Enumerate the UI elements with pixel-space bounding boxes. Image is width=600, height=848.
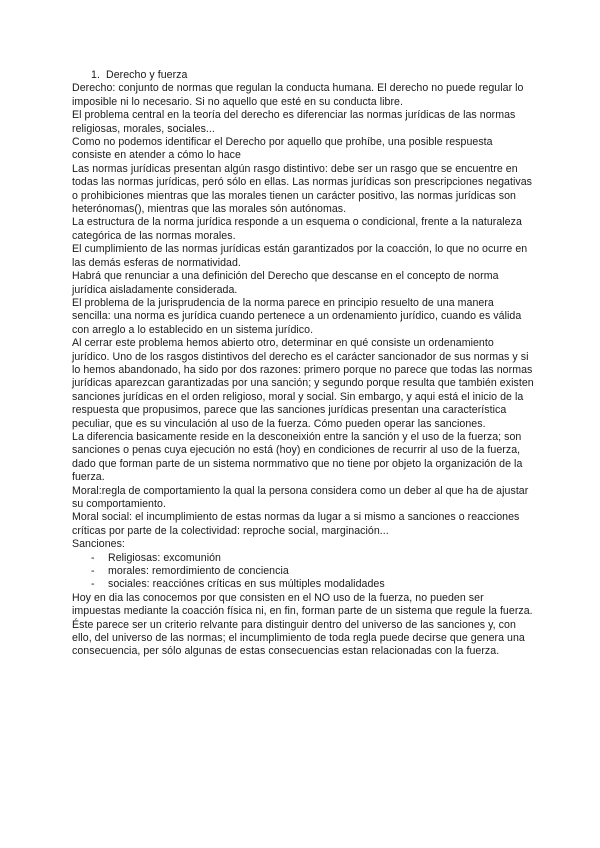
paragraph: El cumplimiento de las normas jurídicas están garantizados por la coacción, lo que no ocurre en las demás esferas de normatividad. [72,243,528,269]
document-page [72,69,534,659]
list-item-text: Religiosas: excomunión [108,551,221,564]
list-item [91,578,534,591]
paragraph: Habrá que renunciar a una definición del Derecho que descanse en el concepto de norma jurídica aisladamente considerada. [72,270,499,296]
closing-paragraph: Hoy en dia las conocemos por que consisten en el NO uso de la fuerza, no pueden ser impuestas mediante la coacción física ni, en fin, forman parte de un sistema que regule la fuerza. Éste parece ser un criterio relvante para distinguir dentro del universo de las sanciones y, con ello, del universo de las normas; el incumplimiento de toda regla puede decirse que genera una consecuencia, per sólo algunas de estas consecuencias estan relacionadas con la fuerza. [72,591,533,658]
paragraph: La estructura de la norma jurídica responde a un esquema o condicional, frente a la naturaleza categórica de las normas morales. [72,216,522,242]
paragraph: El problema central en la teoría del derecho es diferenciar las normas jurídicas de las normas religiosas, morales, sociales... [72,109,516,135]
sanciones-list [72,552,534,592]
paragraph: Las normas jurídicas presentan algún rasgo distintivo: debe ser un rasgo que se encuentre en todas las normas jurídicas, peró sólo en ellas. Las normas jurídicas son prescripciones negativas o prohibiciones mientras que las morales tienen un carácter positivo, las normas jurídicas son heterónomas(), mientras que las morales són autónomas. [72,162,533,216]
list-item [91,552,534,565]
list-marker: - [91,565,95,578]
paragraph: El problema de la jurisprudencia de la norma parece en principio resuelto de una manera sencilla: una norma es jurídica cuando pertenece a un ordenamiento jurídico, cuando es válida con arreglo a lo establecido en un sistema jurídico. [72,296,522,336]
paragraph: Derecho: conjunto de normas que regulan la conducta humana. El derecho no puede regular lo imposible ni lo necesario. Si no aquello que esté en su conducta libre. [72,82,524,108]
heading-title: Derecho y fuerza [106,69,188,81]
heading-number: 1. [91,69,100,81]
paragraph: Moral social: el incumplimiento de estas normas da lugar a si mismo a sanciones o reacciones críticas por parte de la colectividad: reproche social, marginación... [72,511,520,537]
paragraph: La diferencia basicamente reside en la desconeixión entre la sanción y el uso de la fuerza; son sanciones o penas cuya ejecución no está (hoy) en condiciones de recurrir al uso de la fuerza, dado que forman parte de un sistema normmativo que no tiene por objeto la organización de la fuerza. [72,430,523,484]
list-item-text: morales: remordimiento de conciencia [108,565,289,578]
list-item [91,565,534,578]
sanciones-label: Sanciones: [72,538,125,551]
section-heading [91,69,534,82]
list-marker: - [91,551,95,564]
paragraph: Moral:regla de comportamiento la qual la persona considera como un deber al que ha de ajustar su comportamiento. [72,484,529,510]
paragraph: Como no podemos identificar el Derecho por aquello que prohíbe, una posible respuesta consiste en atender a cómo lo hace [72,136,493,162]
paragraph: Al cerrar este problema hemos abierto otro, determinar en qué consiste un ordenamiento jurídico. Uno de los rasgos distintivos del derecho es el carácter sancionador de sus normas y si lo hemos abandonado, ha sido por dos razones: primero porque no parece que todas las normas jurídicas aparezcan garantizadas por una sanción; y segundo porque resulta que también existen sanciones jurídicas en el orden religioso, moral y social. Sin embargo, y aqui está el inicio de la respuesta que propusimos, parece que las sanciones jurídicas presentan una característica peculiar, que es su vinculación al uso de la fuerza. Cómo pueden operar las sanciones. [72,337,534,430]
list-item-text: sociales: reacciónes críticas en sus múltiples modalidades [108,578,385,591]
list-marker: - [91,578,95,591]
